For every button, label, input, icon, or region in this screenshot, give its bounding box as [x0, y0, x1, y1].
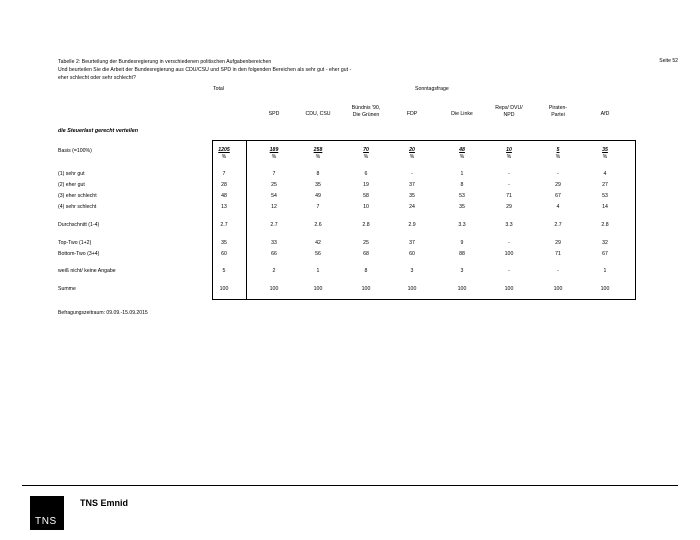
table-cell: 71 — [555, 251, 561, 257]
table-cell: 58 — [363, 193, 369, 199]
percent-marker: % — [409, 154, 415, 160]
table-frame — [212, 140, 636, 300]
row-label: Bottom-Two (3+4) — [58, 251, 100, 257]
table-cell: 24 — [409, 204, 415, 210]
table-cell: - — [508, 171, 510, 177]
table-cell: 67 — [602, 251, 608, 257]
report-title — [58, 58, 538, 83]
table-cell: 32 — [602, 240, 608, 246]
row-label: (2) eher gut — [58, 182, 85, 188]
column-header-reps: Reps/ DVU/ NPD — [495, 105, 523, 118]
table-cell: - — [508, 182, 510, 188]
table-divider — [246, 140, 247, 300]
row-label: (1) sehr gut — [58, 171, 85, 177]
table-cell: 2.7 — [220, 222, 228, 228]
table-cell: 3 — [460, 268, 464, 274]
row-label: Summe — [58, 286, 76, 292]
table-cell: 10 — [506, 147, 512, 153]
table-cell: - — [508, 268, 510, 274]
table-cell: 28 — [221, 182, 227, 188]
table-cell: 7 — [272, 171, 276, 177]
total-column-label: Total — [213, 86, 224, 92]
table-cell: 48 — [221, 193, 227, 199]
table-cell: 189 — [269, 147, 279, 153]
table-cell: 10 — [363, 204, 369, 210]
table-cell: - — [557, 268, 559, 274]
table-cell: 70 — [363, 147, 369, 153]
table-cell: 100 — [504, 251, 514, 257]
table-cell: 100 — [219, 286, 229, 292]
percent-marker: % — [506, 154, 512, 160]
percent-marker: % — [363, 154, 369, 160]
report-title-line3: eher schlecht oder sehr schlecht? — [58, 75, 136, 82]
column-header-afd: AfD — [600, 111, 610, 117]
table-cell: 13 — [221, 204, 227, 210]
percent-marker: % — [315, 154, 321, 160]
table-cell: 100 — [504, 286, 514, 292]
table-cell: - — [557, 171, 559, 177]
table-cell: 20 — [409, 147, 415, 153]
column-header-gruene: Bündnis '90, Die Grünen — [351, 105, 381, 118]
table-cell: 100 — [269, 286, 279, 292]
table-cell: 66 — [271, 251, 277, 257]
row-label: (4) sehr schlecht — [58, 204, 97, 210]
tns-logo — [30, 496, 64, 530]
table-cell: 7 — [222, 171, 226, 177]
table-cell: 48 — [459, 147, 465, 153]
percent-marker: % — [459, 154, 465, 160]
column-header-piraten: Piraten- Partei — [548, 105, 568, 118]
table-cell: - — [508, 240, 510, 246]
table-cell: 68 — [363, 251, 369, 257]
table-cell: 53 — [602, 193, 608, 199]
table-cell: 71 — [506, 193, 512, 199]
footer-divider — [22, 485, 678, 486]
table-cell: 2.8 — [362, 222, 370, 228]
table-cell: 100 — [457, 286, 467, 292]
percent-marker: % — [555, 154, 561, 160]
table-cell: 7 — [316, 204, 320, 210]
table-cell: 3.3 — [505, 222, 513, 228]
table-cell: 12 — [271, 204, 277, 210]
table-cell: 60 — [409, 251, 415, 257]
table-cell: 42 — [315, 240, 321, 246]
table-cell: 29 — [506, 204, 512, 210]
percent-marker: % — [271, 154, 277, 160]
column-header-fdp: FDP — [406, 111, 418, 117]
table-cell: 9 — [460, 240, 464, 246]
report-title-line2: Und beurteilen Sie die Arbeit der Bundesregierung aus CDU/CSU und SPD in den folgenden Bereichen als sehr gut - eher gut - — [58, 67, 352, 74]
percent-marker: % — [602, 154, 608, 160]
table-cell: 54 — [271, 193, 277, 199]
table-cell: 1 — [603, 268, 607, 274]
section-title: die Steuerlast gerecht verteilen — [58, 128, 138, 134]
table-cell: 8 — [460, 182, 464, 188]
table-cell: - — [411, 171, 413, 177]
table-cell: 8 — [316, 171, 320, 177]
percent-marker: % — [221, 154, 227, 160]
table-cell: 5 — [222, 268, 226, 274]
table-cell: 6 — [364, 171, 368, 177]
page-number: Seite 52 — [659, 58, 678, 64]
column-header-linke: Die Linke — [451, 111, 473, 117]
table-cell: 37 — [409, 182, 415, 188]
table-cell: 100 — [553, 286, 563, 292]
table-cell: 19 — [363, 182, 369, 188]
table-cell: 3.3 — [458, 222, 466, 228]
table-cell: 1 — [316, 268, 320, 274]
table-cell: 25 — [363, 240, 369, 246]
table-cell: 60 — [221, 251, 227, 257]
table-cell: 29 — [555, 182, 561, 188]
table-cell: 100 — [600, 286, 610, 292]
column-group-label: Sonntagsfrage — [415, 86, 449, 92]
table-cell: 35 — [315, 182, 321, 188]
table-cell: 29 — [555, 240, 561, 246]
table-cell: 1205 — [218, 147, 230, 153]
table-cell: 88 — [459, 251, 465, 257]
table-cell: 56 — [315, 251, 321, 257]
table-cell: 100 — [313, 286, 323, 292]
column-header-spd: SPD — [268, 111, 280, 117]
table-cell: 2.6 — [314, 222, 322, 228]
table-cell: 4 — [603, 171, 607, 177]
table-cell: 2.9 — [408, 222, 416, 228]
table-cell: 4 — [556, 204, 560, 210]
report-title-line1: Tabelle 2: Beurteilung der Bundesregierung in verschiedenen politischen Aufgabenbereichen — [58, 59, 272, 65]
table-cell: 25 — [271, 182, 277, 188]
column-header-cducsu: CDU, CSU — [305, 111, 331, 117]
table-cell: 258 — [313, 147, 323, 153]
table-cell: 35 — [221, 240, 227, 246]
table-cell: 2.7 — [554, 222, 562, 228]
table-cell: 53 — [459, 193, 465, 199]
table-cell: 8 — [364, 268, 368, 274]
survey-period-note: Befragungszeitraum: 09.09.-15.09.2015 — [58, 310, 148, 316]
row-label: weiß nicht/ keine Angabe — [58, 268, 116, 274]
table-cell: 5 — [556, 147, 560, 153]
table-cell: 35 — [409, 193, 415, 199]
tns-logo-text: TNS — [35, 516, 57, 527]
row-label: (3) eher schlecht — [58, 193, 97, 199]
row-label: Durchschnitt (1-4) — [58, 222, 100, 228]
table-cell: 100 — [407, 286, 417, 292]
table-cell: 27 — [602, 182, 608, 188]
column-headers — [0, 105, 700, 121]
table-cell: 67 — [555, 193, 561, 199]
table-cell: 35 — [602, 147, 608, 153]
table-cell: 37 — [409, 240, 415, 246]
table-cell: 3 — [410, 268, 414, 274]
table-cell: 2 — [272, 268, 276, 274]
table-cell: 2.7 — [270, 222, 278, 228]
row-label: Top-Two (1+2) — [58, 240, 92, 246]
table-cell: 2.8 — [601, 222, 609, 228]
table-cell: 49 — [315, 193, 321, 199]
table-cell: 33 — [271, 240, 277, 246]
row-label-basis: Basis (=100%) — [58, 148, 92, 154]
table-cell: 100 — [361, 286, 371, 292]
brand-name: TNS Emnid — [80, 498, 129, 508]
table-cell: 35 — [459, 204, 465, 210]
table-cell: 1 — [460, 171, 464, 177]
table-cell: 14 — [602, 204, 608, 210]
